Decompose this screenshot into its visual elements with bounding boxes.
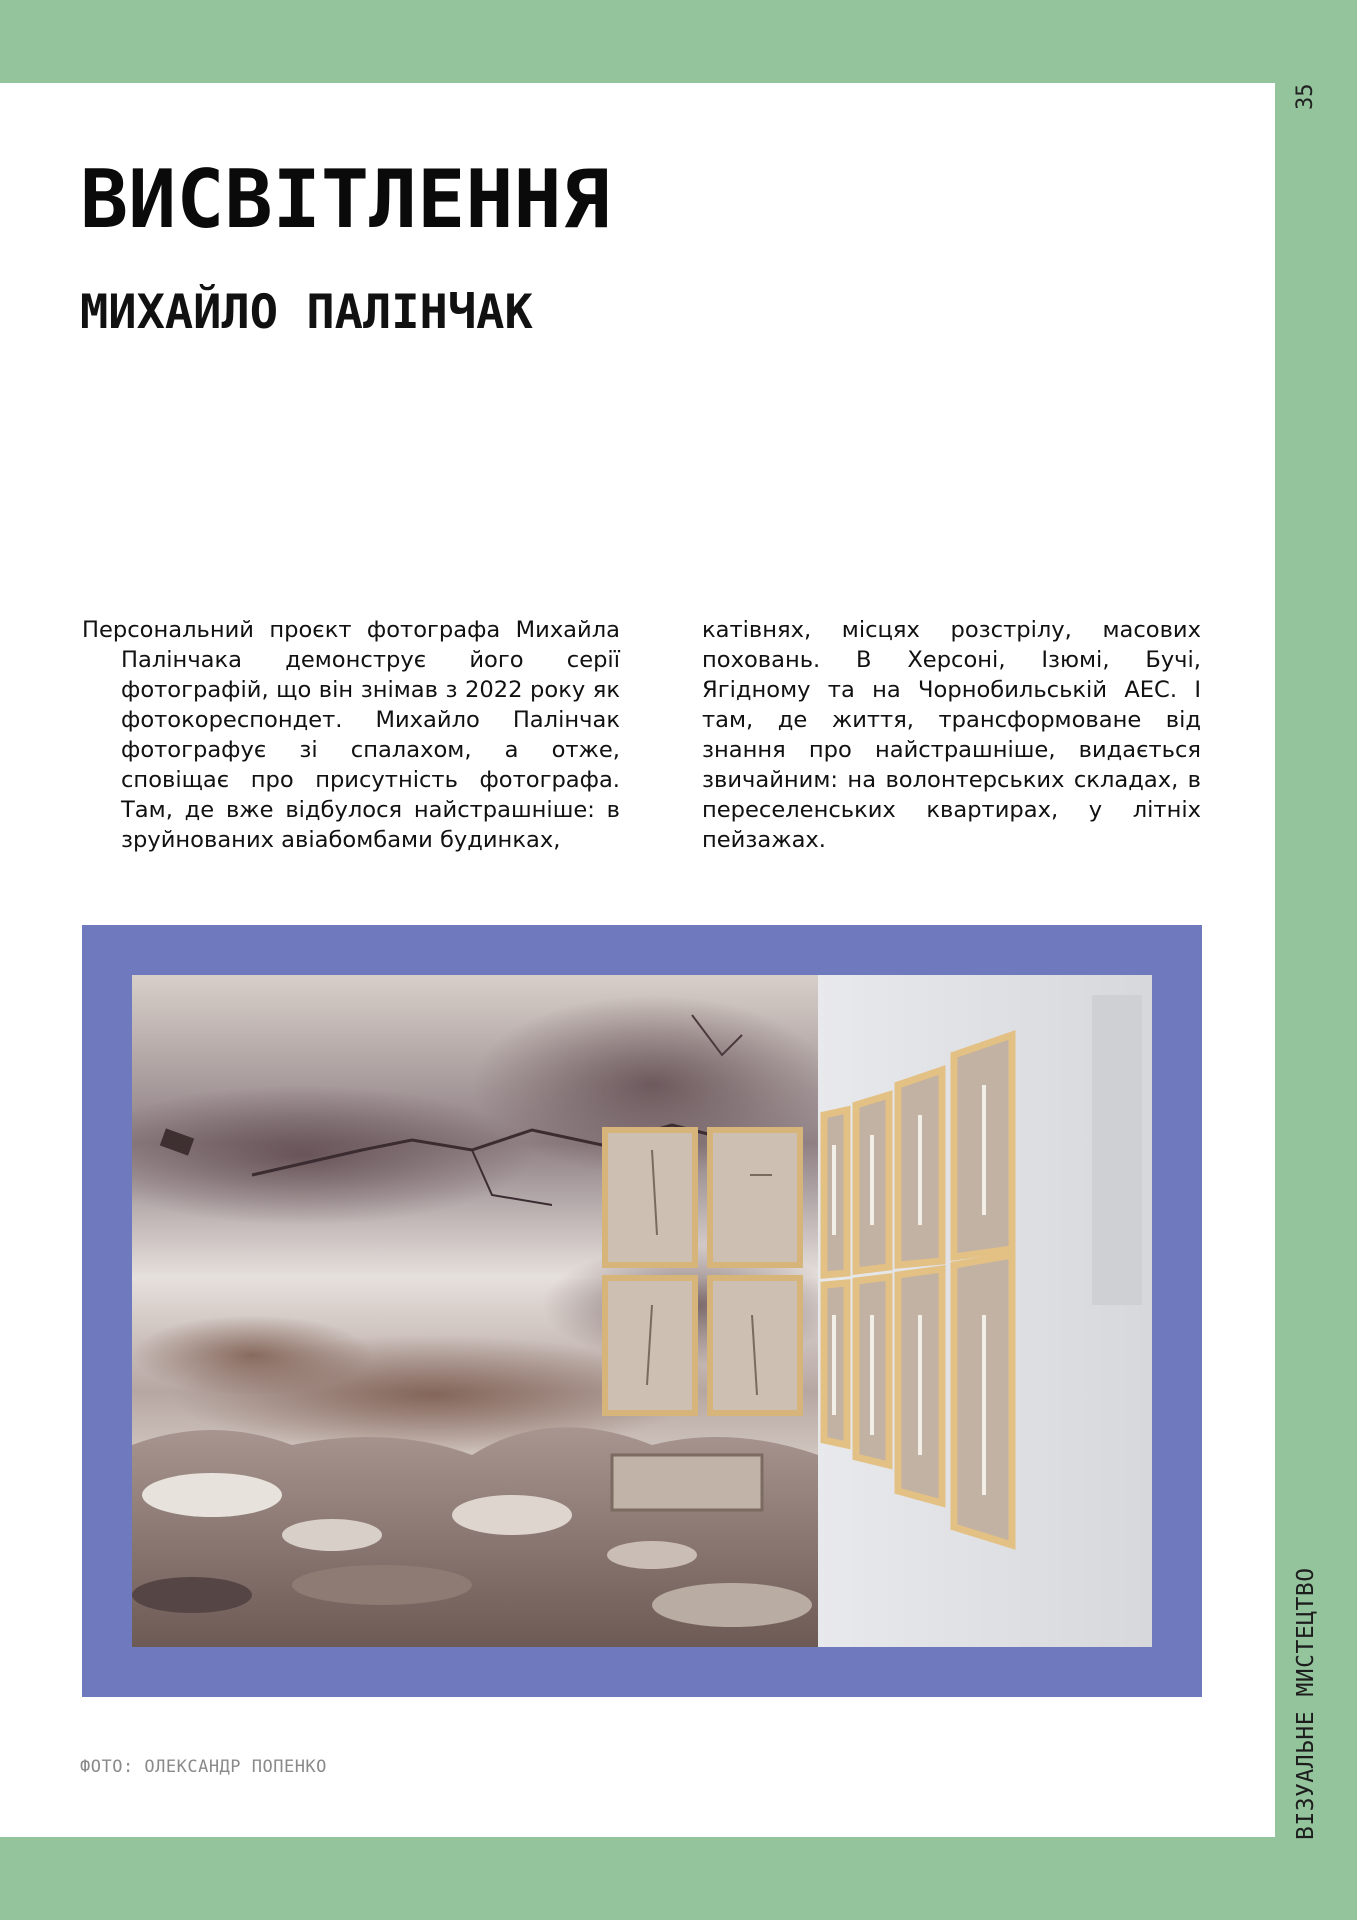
top-band <box>0 0 1357 83</box>
section-label: ВІЗУАЛЬНЕ МИСТЕЦТВО <box>1293 1567 1319 1840</box>
body-column-right: катівнях, місцях розстрілу, масових поховань. В Херсоні, Ізюмі, Бучі, Ягідному та на Чорнобильській АЕС. І там, де життя, трансформоване від знання про найстрашніше, видається звичайним: на волонтерських складах, в переселенських квартирах, у літніх пейзажах. <box>702 617 1201 853</box>
photo-credit: ФОТО: ОЛЕКСАНДР ПОПЕНКО <box>80 1757 327 1777</box>
article-author: МИХАЙЛО ПАЛІНЧАК <box>80 285 533 340</box>
photo-frame <box>82 925 1202 1697</box>
bottom-band <box>0 1837 1357 1920</box>
article-title: ВИСВІТЛЕННЯ <box>80 153 610 246</box>
page-number: 35 <box>1293 83 1318 111</box>
body-column-left: Персональний проєкт фотографа Михайла Палінчака демонструє його серії фотографій, що він знімав з 2022 року як фотокореспондет. Михайло Палінчак фотографує зі спалахом, а отже, сповіщає про присутність фотографа. Там, де вже відбулося найстрашніше: в зруйнованих авіабомбами будинках, <box>82 617 620 853</box>
exhibition-photo <box>132 975 1152 1647</box>
